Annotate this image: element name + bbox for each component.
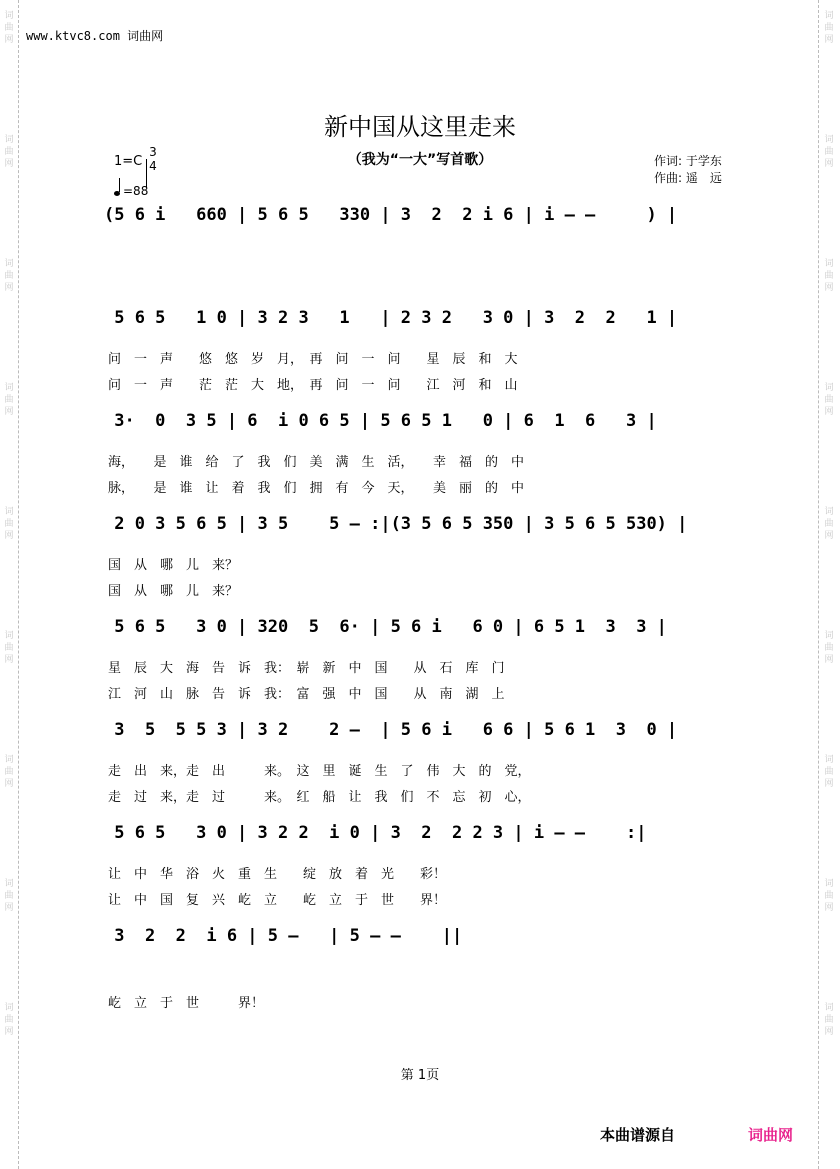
watermark-text: 词 曲 网 [824, 259, 834, 293]
watermark-text: 词 曲 网 [4, 631, 14, 665]
footer-source: 本曲谱源自 [600, 1126, 676, 1144]
watermark-text: 词 曲 网 [824, 135, 834, 169]
watermark-text: 词 曲 网 [4, 1003, 14, 1037]
song-subtitle: （我为“一大”写首歌） [347, 152, 493, 168]
music-line: (5 6 i 660 | 5 6 5 330 | 3 2 2 i 6 | i — — ) | [104, 205, 678, 225]
music-line: 3 5 5 5 3 | 3 2 2 — | 5 6 i 6 6 | 5 6 1 3 0 | [104, 720, 678, 740]
lyric-line: 海， 是 谁 给 了 我 们 美 满 生 活， 幸 福 的 中 [108, 455, 525, 470]
music-line: 5 6 5 3 0 | 3 2 2 i 0 | 3 2 2 2 3 | i — — :| [104, 823, 647, 843]
site-label: www.ktvc8.com 词曲网 [26, 29, 164, 43]
lyric-line: 问 一 声 悠 悠 岁 月， 再 问 一 问 星 辰 和 大 [108, 352, 518, 367]
left-dashed-border [18, 0, 20, 1169]
lyric-line: 国 从 哪 儿 来？ [108, 584, 239, 599]
watermark-text: 词 曲 网 [824, 11, 834, 45]
watermark-text: 词 曲 网 [4, 755, 14, 789]
watermark-text: 词 曲 网 [4, 507, 14, 541]
lyric-line: 让 中 华 浴 火 重 生 绽 放 着 光 彩！ [108, 867, 447, 882]
note-stem [119, 178, 120, 192]
watermark-text: 词 曲 网 [4, 383, 14, 417]
time-bottom: 4 [149, 159, 157, 173]
tempo-marking [114, 181, 148, 198]
watermark-text: 词 曲 网 [4, 135, 14, 169]
lyricist-credit: 作词: 于学东 [654, 154, 722, 168]
watermark-text: 词 曲 网 [4, 879, 14, 913]
lyric-line: 问 一 声 茫 茫 大 地， 再 问 一 问 江 河 和 山 [108, 378, 518, 393]
music-line: 3· 0 3 5 | 6 i 0 6 5 | 5 6 5 1 0 | 6 1 6 3 | [104, 411, 657, 431]
music-line: 5 6 5 3 0 | 320 5 6· | 5 6 i 6 0 | 6 5 1 3 3 | [104, 617, 667, 637]
watermark-text: 词 曲 网 [824, 383, 834, 417]
tempo-value: =88 [123, 184, 149, 198]
watermark-text: 词 曲 网 [824, 879, 834, 913]
watermark-text: 词 曲 网 [4, 259, 14, 293]
watermark-text: 词 曲 网 [824, 507, 834, 541]
key-signature: 1=C [114, 154, 143, 169]
lyric-line: 星 辰 大 海 告 诉 我： 崭 新 中 国 从 石 库 门 [108, 661, 505, 676]
lyric-line: 脉， 是 谁 让 着 我 们 拥 有 今 天， 美 丽 的 中 [108, 481, 525, 496]
lyric-line: 屹 立 于 世 界！ [108, 996, 265, 1011]
music-line: 5 6 5 1 0 | 3 2 3 1 | 2 3 2 3 0 | 3 2 2 1 | [104, 308, 678, 328]
watermark-text: 词 曲 网 [824, 1003, 834, 1037]
lyric-line: 走 过 来，走 过 来。 红 船 让 我 们 不 忘 初 心， [108, 790, 531, 805]
song-title: 新中国从这里走来 [324, 113, 516, 141]
time-top: 3 [149, 145, 157, 159]
watermark-text: 词 曲 网 [824, 755, 834, 789]
composer-credit: 作曲: 遥 远 [654, 171, 722, 185]
time-signature [146, 145, 160, 173]
watermark-text: 词 曲 网 [4, 11, 14, 45]
lyric-line: 走 出 来，走 出 来。 这 里 诞 生 了 伟 大 的 党， [108, 764, 531, 779]
right-dashed-border [818, 0, 820, 1169]
music-line: 3 2 2 i 6 | 5 — | 5 — — || [104, 926, 463, 946]
footer-brand: 词曲网 [748, 1126, 794, 1144]
lyric-line: 让 中 国 复 兴 屹 立 屹 立 于 世 界！ [108, 893, 447, 908]
lyric-line: 江 河 山 脉 告 诉 我： 富 强 中 国 从 南 湖 上 [108, 687, 505, 702]
watermark-text: 词 曲 网 [824, 631, 834, 665]
lyric-line: 国 从 哪 儿 来？ [108, 558, 239, 573]
page-number: 第 1页 [400, 1068, 440, 1083]
music-line: 2 0 3 5 6 5 | 3 5 5 — :|(3 5 6 5 350 | 3 5 6 5 530) | [104, 514, 688, 534]
